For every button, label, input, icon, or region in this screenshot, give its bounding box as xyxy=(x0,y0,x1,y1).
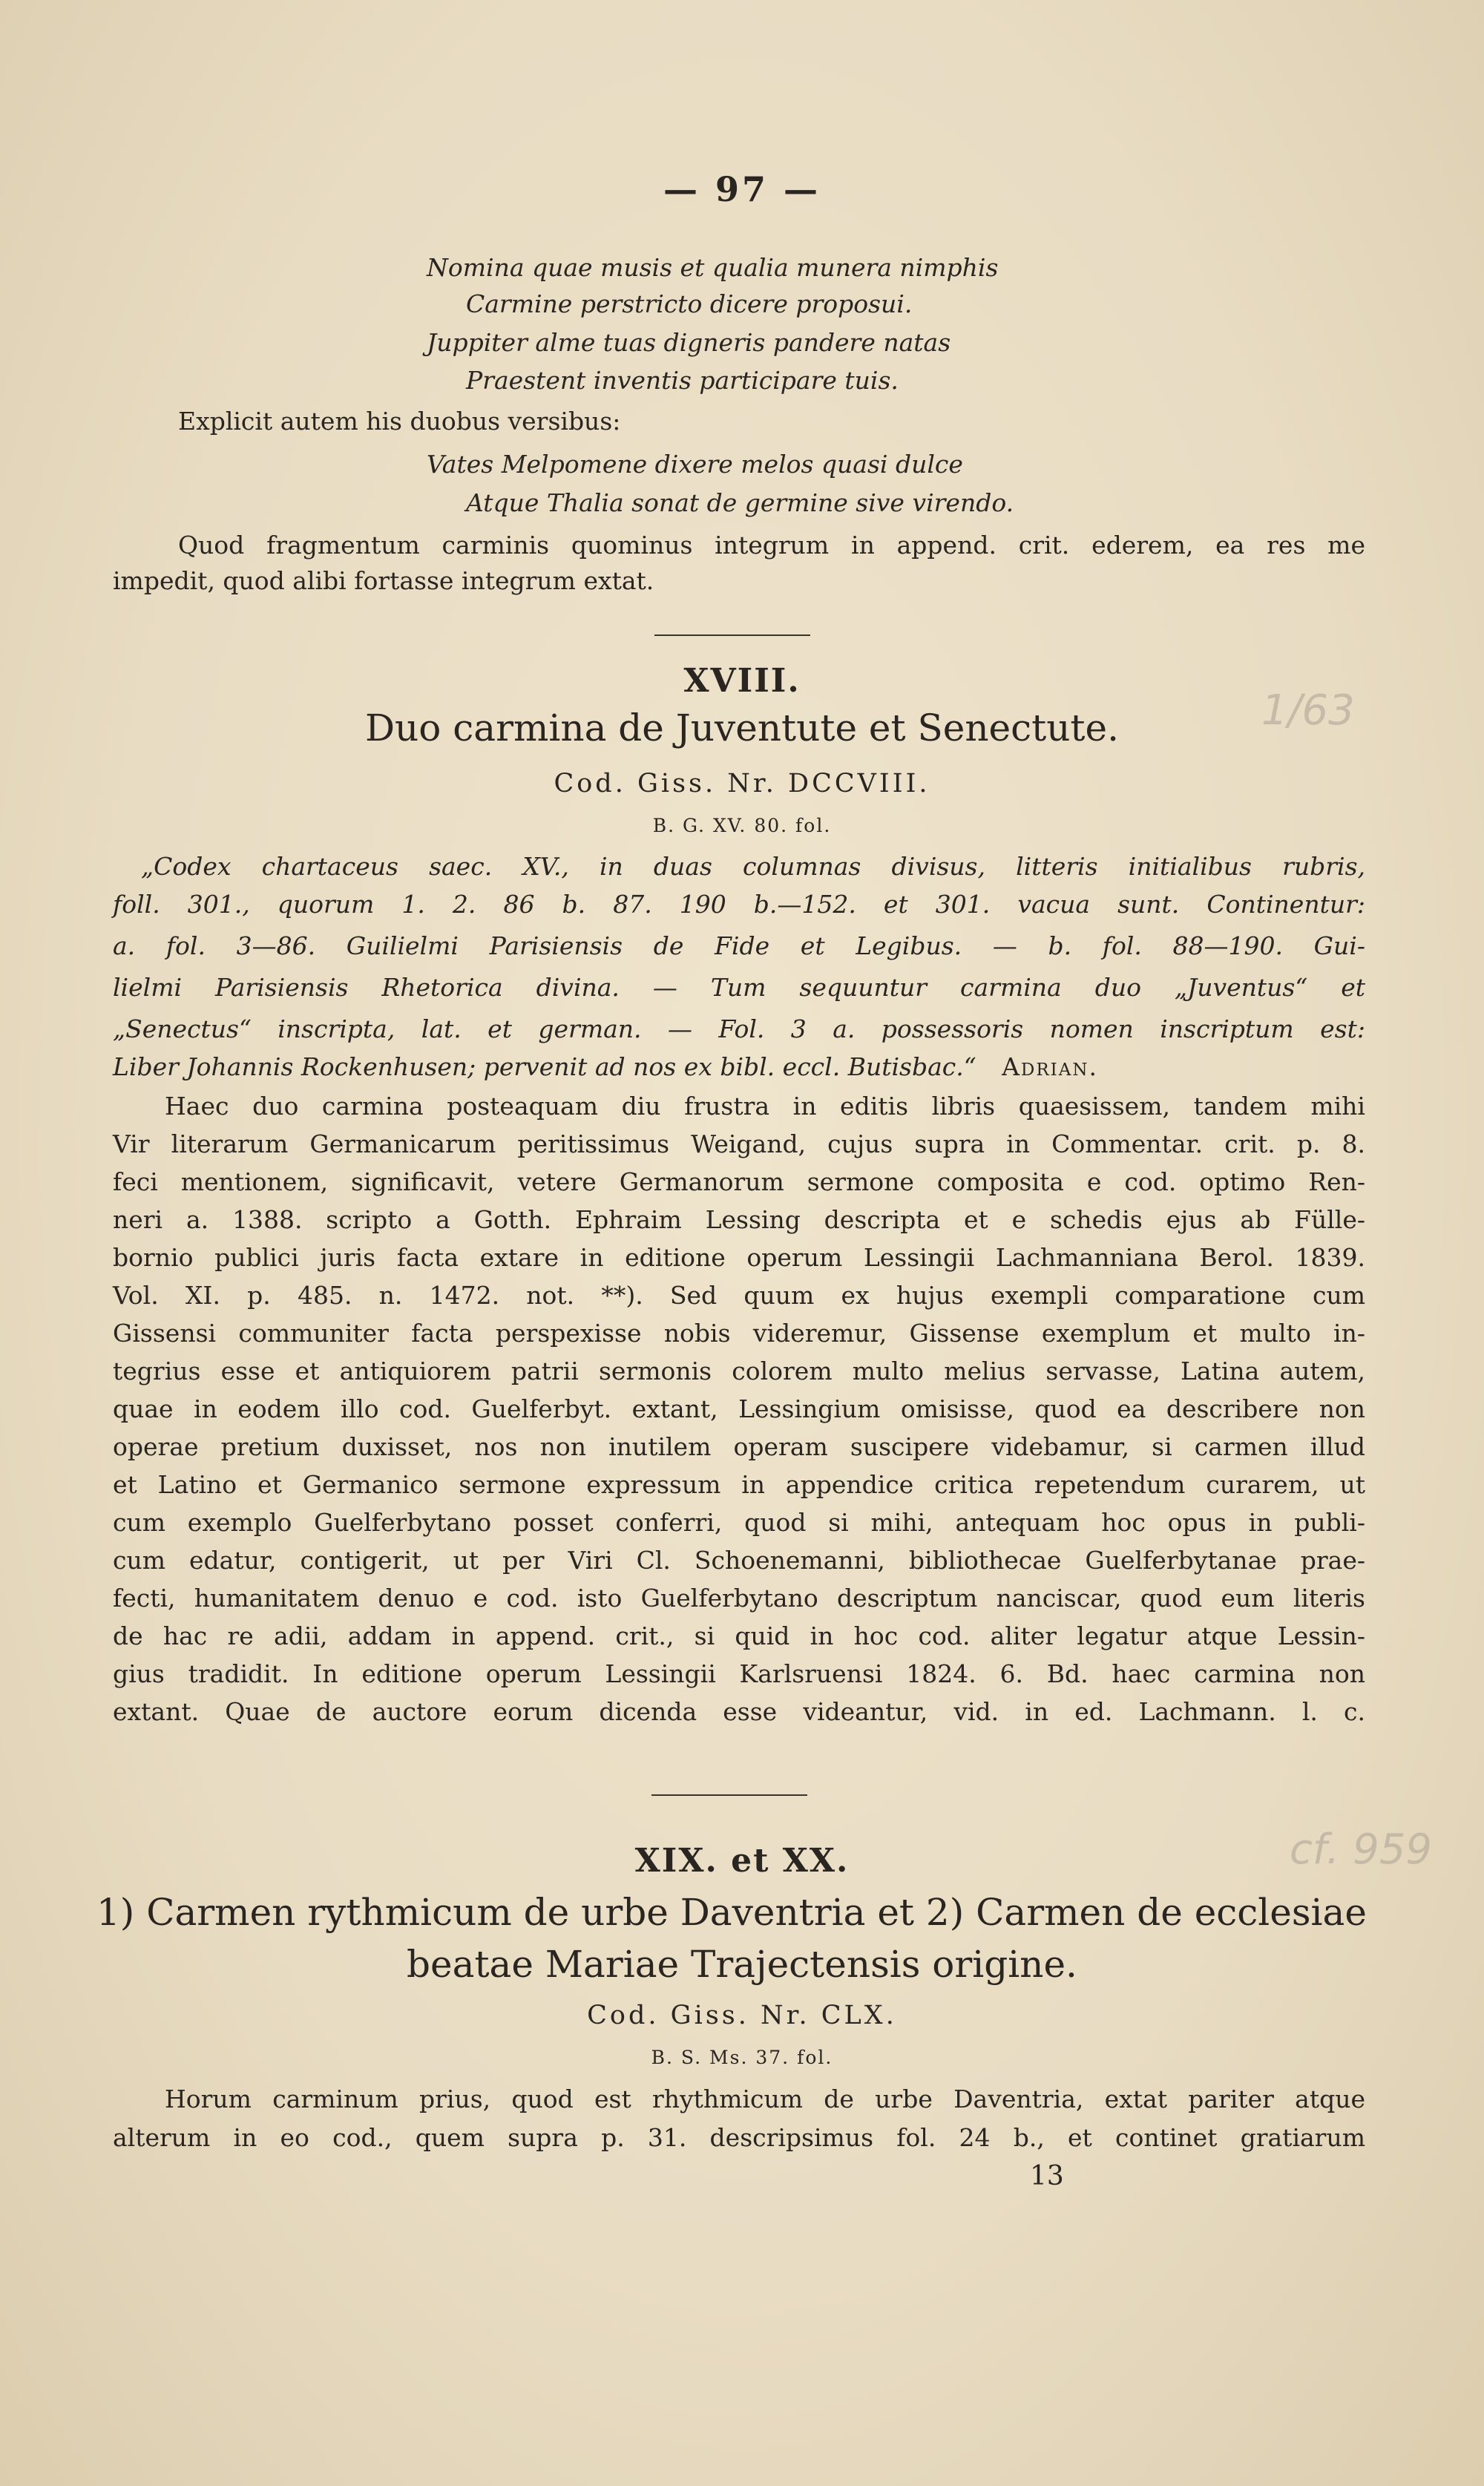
paragraph-line: Vir literarum Germanicarum peritissimus Weigand, cujus supra in Commentar. crit. p. 8. xyxy=(113,1129,1365,1158)
description-line: foll. 301., quorum 1. 2. 86 b. 87. 190 b.—152. et 301. vacua sunt. Continentur: xyxy=(113,890,1365,919)
shelfmark: B. G. XV. 80. fol. xyxy=(652,815,832,836)
paragraph-line: bornio publici juris facta extare in editione operum Lessingii Lachmanniana Berol. 1839. xyxy=(113,1243,1365,1272)
paragraph-line: feci mentionem, significavit, vetere Germanorum sermone composita e cod. optimo Ren- xyxy=(113,1167,1365,1196)
description-line: lielmi Parisiensis Rhetorica divina. — Tum sequuntur carmina duo „Juventus“ et xyxy=(113,973,1365,1002)
section-numeral: XIX. et XX. xyxy=(634,1842,850,1880)
verse-line: Atque Thalia sonat de germine sive virendo. xyxy=(466,488,1014,517)
paragraph-line: cum exemplo Guelferbytano posset conferri, quod si mihi, antequam hoc opus in publi- xyxy=(113,1508,1365,1537)
description-line xyxy=(113,1050,1098,1084)
description-line: „Senectus“ inscripta, lat. et german. — Fol. 3 a. possessoris nomen inscriptum est: xyxy=(113,1014,1365,1043)
section-divider xyxy=(651,1794,807,1796)
paragraph-line: Haec duo carmina posteaquam diu frustra in editis libris quaesissem, tandem mihi xyxy=(165,1092,1365,1121)
pencil-annotation: 1/63 xyxy=(1261,686,1355,735)
verse-line: Carmine perstricto dicere proposui. xyxy=(466,289,913,318)
paragraph-line: cum edatur, contigerit, ut per Viri Cl. Schoenemanni, bibliothecae Guelferbytanae prae- xyxy=(113,1546,1365,1575)
description-line: a. fol. 3—86. Guilielmi Parisiensis de Fide et Legibus. — b. fol. 88—190. Gui- xyxy=(113,931,1365,960)
paragraph-line: Vol. XI. p. 485. n. 1472. not. **). Sed quum ex hujus exempli comparatione cum xyxy=(113,1281,1365,1310)
section-divider xyxy=(654,634,810,636)
paragraph-line: impedit, quod alibi fortasse integrum extat. xyxy=(113,566,654,595)
paragraph-line: tegrius esse et antiquiorem patrii sermonis colorem multo melius servasse, Latina autem, xyxy=(113,1357,1365,1385)
paragraph-line: neri a. 1388. scripto a Gotth. Ephraim Lessing descripta et e schedis ejus ab Fülle- xyxy=(113,1205,1365,1234)
codex-reference: Cod. Giss. Nr. CLX. xyxy=(587,2001,897,2030)
shelfmark: B. S. Ms. 37. fol. xyxy=(651,2047,833,2068)
description-line: „Codex chartaceus saec. XV., in duas columnas divisus, litteris initialibus rubris, xyxy=(141,852,1365,881)
paragraph-line: fecti, humanitatem denuo e cod. isto Guelferbytano descriptum nanciscar, quod eum literis xyxy=(113,1584,1365,1613)
paragraph-line: quae in eodem illo cod. Guelferbyt. extant, Lessingium omisisse, quod ea describere non xyxy=(113,1394,1365,1423)
section-title: beatae Mariae Trajectensis origine. xyxy=(407,1943,1077,1986)
description-text: Liber Johannis Rockenhusen; pervenit ad nos ex bibl. eccl. Butisbac.“ xyxy=(113,1052,976,1081)
paragraph-line: de hac re adii, addam in append. crit., si quid in hoc cod. aliter legatur atque Lessin- xyxy=(113,1621,1365,1650)
explicit-line: Explicit autem his duobus versibus: xyxy=(178,407,621,436)
verse-line: Praestent inventis participare tuis. xyxy=(466,366,899,395)
signature-mark: 13 xyxy=(1030,2161,1064,2191)
attribution: Adrian. xyxy=(1002,1052,1098,1081)
paragraph-line: Quod fragmentum carminis quominus integrum in append. crit. ederem, ea res me xyxy=(178,531,1365,560)
codex-reference: Cod. Giss. Nr. DCCVIII. xyxy=(554,769,930,798)
section-title: 1) Carmen rythmicum de urbe Daventria et 2) Carmen de ecclesiae xyxy=(96,1891,1367,1934)
section-title: Duo carmina de Juventute et Senectute. xyxy=(364,706,1120,750)
paragraph-line: Horum carminum prius, quod est rhythmicum de urbe Daventria, extat pariter atque xyxy=(165,2085,1365,2113)
paragraph-line: et Latino et Germanico sermone expressum in appendice critica repetendum curarem, ut xyxy=(113,1470,1365,1499)
pencil-annotation: cf. 959 xyxy=(1290,1826,1433,1874)
verse-line: Juppiter alme tuas digneris pandere natas xyxy=(427,328,951,357)
paragraph-line: gius tradidit. In editione operum Lessingii Karlsruensi 1824. 6. Bd. haec carmina non xyxy=(113,1659,1365,1688)
paragraph-line: alterum in eo cod., quem supra p. 31. descripsimus fol. 24 b., et continet gratiarum xyxy=(113,2123,1365,2152)
paragraph-line: Gissensi communiter facta perspexisse nobis videremur, Gissense exemplum et multo in- xyxy=(113,1319,1365,1348)
page-number: — 97 — xyxy=(663,169,821,209)
verse-line: Vates Melpomene dixere melos quasi dulce xyxy=(427,450,963,479)
verse-line: Nomina quae musis et qualia munera nimphis xyxy=(427,253,999,282)
paragraph-line: extant. Quae de auctore eorum dicenda esse videantur, vid. in ed. Lachmann. l. c. xyxy=(113,1697,1365,1726)
section-numeral: XVIII. xyxy=(683,662,801,700)
paragraph-line: operae pretium duxisset, nos non inutilem operam suscipere videbamur, si carmen illud xyxy=(113,1432,1365,1461)
